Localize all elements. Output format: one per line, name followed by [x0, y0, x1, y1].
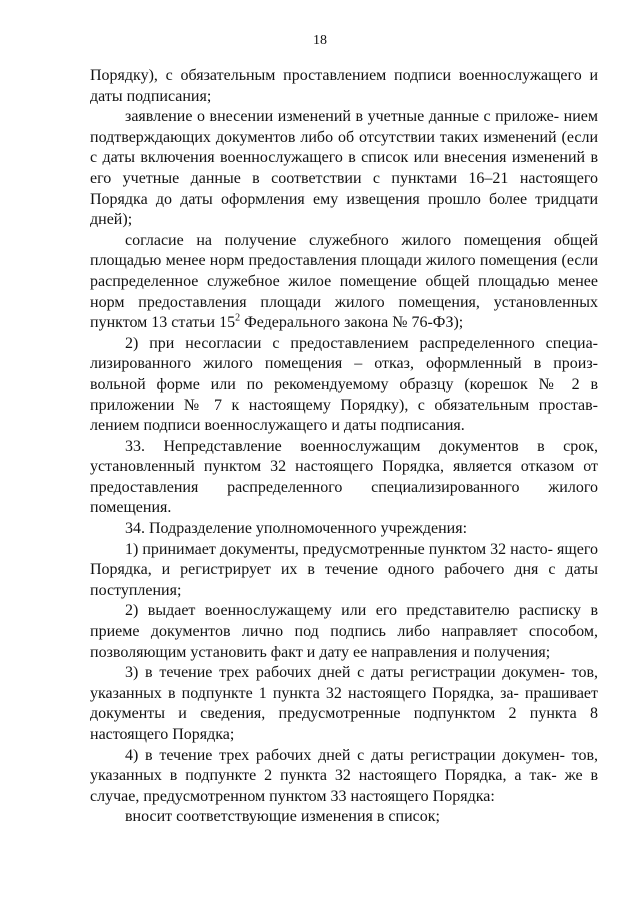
line: изменений (если с даты включения военнослужащего в список или: [90, 128, 599, 167]
line: пунктами 16–21 настоящего Порядка до даты оформления ему: [90, 169, 598, 208]
line: согласие на получение служебного жилого помещения общей: [125, 231, 598, 249]
line: 1) принимает документы, предусмотренные пунктом 32 насто-: [125, 540, 554, 558]
line: (если распределенное служебное жилое помещение общей: [90, 252, 599, 290]
line: внесения изменений в его учетные данные в соответствии с: [90, 149, 598, 187]
line: и получения;: [461, 643, 551, 661]
line: установленных пунктом 13 статьи 15: [90, 293, 599, 332]
line: 2) при несогласии с предоставлением распределенного специа-: [125, 334, 598, 352]
line: площадью менее норм предоставления площади жилого помещения,: [90, 272, 599, 311]
line: ящего Порядка, и регистрирует их в течение одного рабочего дня с: [90, 540, 598, 579]
paragraph-continuation: [90, 66, 598, 107]
paragraph-34: [90, 519, 598, 540]
line: 34. Подразделение уполномоченного учреждения:: [125, 520, 468, 538]
paragraph-refusal: [90, 334, 598, 437]
line: Порядку), с обязательным проставлением подписи военнослужащего: [90, 67, 582, 84]
line: от предоставления распределенного специализированного жилого: [90, 458, 598, 496]
paragraph-consent: [90, 231, 598, 334]
paragraph-33: [90, 437, 598, 519]
paragraph-list-change: [90, 807, 598, 828]
line: заявление о внесении изменений в учетные данные с приложе-: [125, 108, 560, 126]
document-body: [90, 66, 598, 828]
line: вольной форме или по рекомендуемому образцу (корешок № 2: [90, 375, 580, 393]
line: же в случае, предусмотренном пунктом 33 настоящего Порядка:: [90, 767, 599, 805]
line: площадью менее норм предоставления площади жилого помещения: [90, 252, 558, 270]
paragraph-34-1: [90, 540, 598, 602]
line: в приеме документов лично под подпись либо направляет: [90, 602, 599, 641]
line: лением подписи военнослужащего и даты подписания.: [90, 417, 465, 435]
paragraph-application-change: [90, 107, 598, 231]
superscript: 2: [235, 312, 241, 324]
line: 3) в течение трех рабочих дней с даты регистрации докумен-: [125, 664, 565, 682]
line: 4) в течение трех рабочих дней с даты регистрации докумен-: [125, 746, 565, 764]
page-number: 18: [313, 33, 327, 48]
line: нием подтверждающих документов либо об отсутствии таких: [90, 108, 599, 146]
line: даты поступления;: [90, 561, 598, 599]
line: извещения прошло более тридцати дней);: [90, 190, 599, 229]
line: лизированного жилого помещения – отказ, оформленный в произ-: [90, 355, 598, 373]
line: прашивает документы и сведения, предусмотренные подпунктом 2: [90, 684, 599, 723]
line: № 76-ФЗ);: [392, 314, 464, 332]
line: вносит соответствующие изменения в список;: [125, 808, 440, 826]
line: способом, позволяющим установить факт и дату ее направления: [90, 623, 598, 661]
paragraph-34-4: [90, 746, 598, 808]
line: тов, указанных в подпункте 2 пункта 32 настоящего Порядка, а так-: [90, 746, 599, 785]
paragraph-34-2: [90, 601, 598, 663]
line: пункта 8 настоящего Порядка;: [90, 705, 598, 743]
paragraph-34-3: [90, 663, 598, 745]
line: и даты подписания;: [90, 67, 599, 105]
line: 2) выдает военнослужащему или его представителю расписку: [125, 602, 581, 620]
line: установленный пунктом 32 настоящего Порядка, является отказом: [90, 458, 575, 476]
line-tail: Федерального закона: [240, 314, 389, 332]
line: помещения.: [90, 499, 172, 517]
line: тов, указанных в подпункте 1 пункта 32 настоящего Порядка, за-: [90, 664, 599, 702]
line: в приложении № 7 к настоящему Порядку), с обязательным простав-: [90, 375, 599, 414]
line: 33. Непредставление военнослужащим документов в срок,: [125, 437, 598, 455]
